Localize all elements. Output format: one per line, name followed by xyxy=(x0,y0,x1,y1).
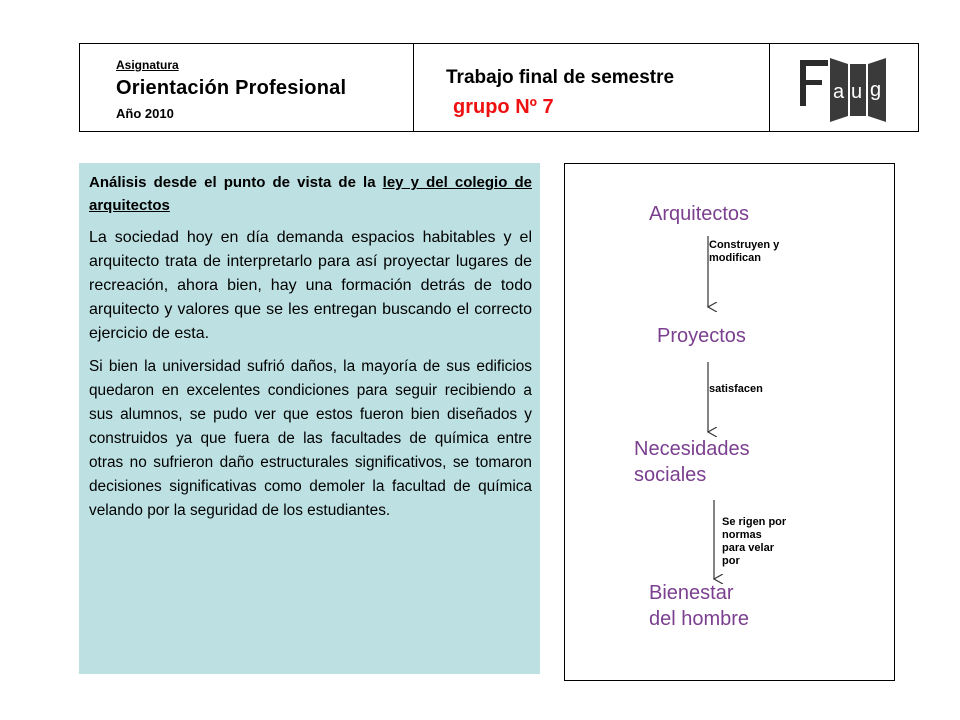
edge-label-line: por xyxy=(722,555,740,567)
edge-label-line: Construyen y xyxy=(709,239,780,251)
analysis-panel xyxy=(79,163,540,674)
subject-label: Asignatura xyxy=(116,58,179,72)
node-social-needs xyxy=(634,436,750,488)
node-line: del hombre xyxy=(649,608,750,630)
edge-label-line: modifican xyxy=(709,252,761,264)
paragraph-society: La sociedad hoy en día demanda espacios habitables y el arquitecto trata de interpretarlo para así proyectar lugares de recreación, ahora bien, hay una formación detrás de todo arquitecto y valores que se les entregan buscando el correcto ejercicio de esta. xyxy=(89,229,532,342)
svg-text:u: u xyxy=(851,81,863,103)
paragraph-university: Si bien la universidad sufrió daños, la mayoría de sus edificios quedaron en excelentes condiciones para seguir recibiendo a sus alumnos, se pudo ver que estos fueron bien diseñados y construidos ya que fuera de las facultades de química entre otras no sufrieron daño estructurales significativos, se tomaron decisiones significativas como demoler la facultad de química velando por la seguridad de los estudiantes. xyxy=(89,358,532,519)
edge-label-line: normas xyxy=(722,529,762,541)
work-title: Trabajo final de semestre xyxy=(446,67,675,88)
edge-label-satisfy: satisfacen xyxy=(709,383,763,395)
node-line: Necesidades xyxy=(634,438,750,460)
header-divider xyxy=(769,44,770,131)
heading-underlined: ley y del colegio de arquitectos xyxy=(89,174,532,214)
analysis-heading xyxy=(89,171,532,217)
node-architects: Arquitectos xyxy=(649,203,750,225)
faug-logo xyxy=(792,50,902,126)
node-line: sociales xyxy=(634,464,707,486)
flow-diagram xyxy=(564,163,895,681)
heading-prefix: Análisis desde el punto de vista de la xyxy=(89,174,383,191)
subject-name: Orientación Profesional xyxy=(116,77,347,99)
header-box xyxy=(79,43,919,132)
node-wellbeing xyxy=(649,580,749,632)
edge-label-build xyxy=(709,239,779,265)
edge-label-norms xyxy=(722,516,786,568)
work-group: grupo Nº 7 xyxy=(453,96,554,118)
svg-text:g: g xyxy=(870,79,882,101)
subject-year: Año 2010 xyxy=(116,106,174,121)
header-divider xyxy=(413,44,414,131)
edge-label-line: para velar xyxy=(722,542,774,554)
node-line: Bienestar xyxy=(649,582,734,604)
edge-label-line: Se rigen por xyxy=(722,516,787,528)
node-projects: Proyectos xyxy=(657,325,746,347)
svg-text:a: a xyxy=(833,81,845,103)
